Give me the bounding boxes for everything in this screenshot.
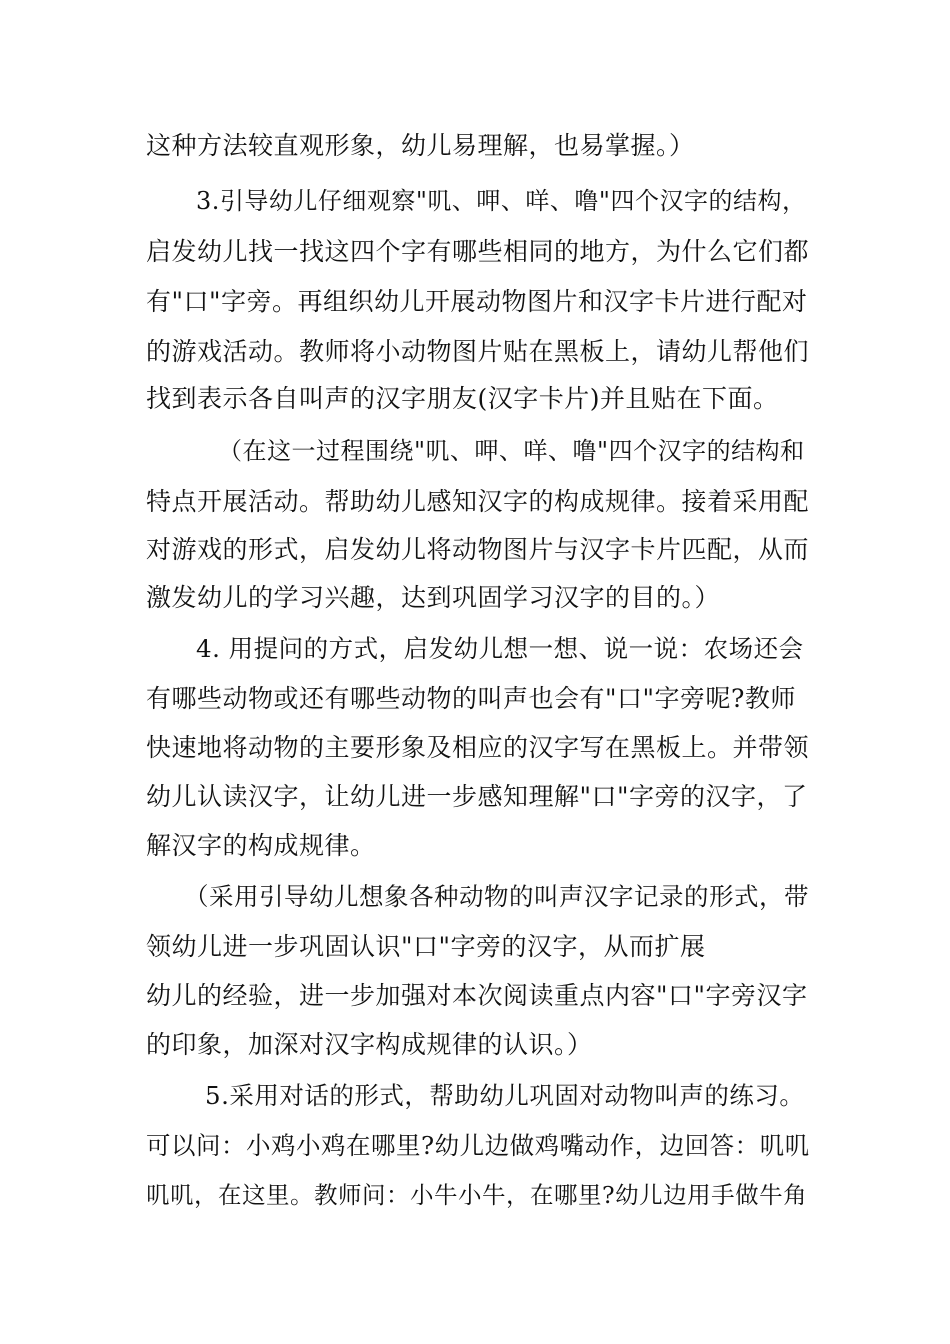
- text-line: 有"口"字旁。再组织幼儿开展动物图片和汉字卡片进行配对: [146, 287, 808, 316]
- text-line: 启发幼儿找一找这四个字有哪些相同的地方，为什么它们都: [146, 237, 810, 266]
- text-line: 5.采用对话的形式，帮助幼儿巩固对动物叫声的练习。: [205, 1081, 805, 1110]
- text-line: 的印象，加深对汉字构成规律的认识。）: [146, 1030, 593, 1059]
- text-line: 3.引导幼儿仔细观察"叽、呷、咩、噜"四个汉字的结构，: [196, 187, 807, 215]
- text-line: 幼儿认读汉字，让幼儿进一步感知理解"口"字旁的汉字，了: [146, 782, 808, 811]
- text-line: 4. 用提问的方式，启发幼儿想一想、说一说：农场还会: [196, 634, 804, 663]
- text-line: 的游戏活动。教师将小动物图片贴在黑板上，请幼儿帮他们: [146, 337, 810, 366]
- text-line: 幼儿的经验，进一步加强对本次阅读重点内容"口"字旁汉字: [146, 981, 808, 1010]
- text-line: （在这一过程围绕"叽、呷、咩、噜"四个汉字的结构和: [218, 437, 805, 465]
- text-line: 快速地将动物的主要形象及相应的汉字写在黑板上。并带领: [146, 733, 810, 762]
- text-line: 激发幼儿的学习兴趣，达到巩固学习汉字的目的。）: [146, 583, 721, 612]
- text-line: 领幼儿进一步巩固认识"口"字旁的汉字，从而扩展: [146, 932, 706, 961]
- text-line: 解汉字的构成规律。: [146, 831, 376, 860]
- text-line: 特点开展活动。帮助幼儿感知汉字的构成规律。接着采用配: [146, 487, 810, 516]
- text-line: 找到表示各自叫声的汉字朋友(汉字卡片)并且贴在下面。: [146, 384, 779, 413]
- text-line: （采用引导幼儿想象各种动物的叫声汉字记录的形式，带: [184, 882, 809, 911]
- text-line: 对游戏的形式，启发幼儿将动物图片与汉字卡片匹配，从而: [146, 535, 810, 564]
- text-line: 叽叽，在这里。教师问：小牛小牛，在哪里?幼儿边用手做牛角: [146, 1181, 808, 1209]
- text-line: 这种方法较直观形象，幼儿易理解，也易掌握。）: [146, 131, 695, 160]
- text-line: 有哪些动物或还有哪些动物的叫声也会有"口"字旁呢?教师: [146, 684, 796, 713]
- text-line: 可以问：小鸡小鸡在哪里?幼儿边做鸡嘴动作，边回答：叽叽: [146, 1131, 810, 1160]
